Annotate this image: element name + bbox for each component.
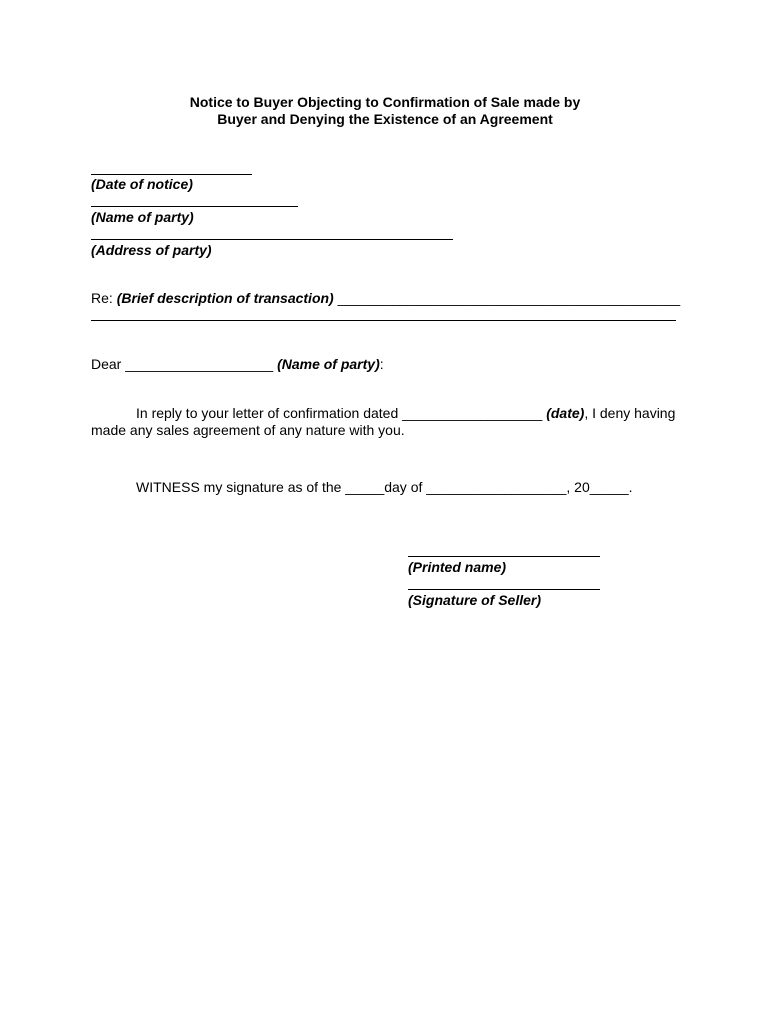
date-of-notice-label: (Date of notice) xyxy=(91,176,193,192)
signature-line[interactable] xyxy=(408,589,600,590)
re-line xyxy=(91,290,680,307)
body-line-1 xyxy=(136,405,675,422)
title-line-1: Notice to Buyer Objecting to Confirmation of Sale made by xyxy=(189,94,581,110)
body-line-1-post: , I deny having xyxy=(584,405,676,421)
salutation xyxy=(91,356,384,373)
body-line-1-pre: In reply to your letter of confirmation dated __________________ xyxy=(136,405,547,421)
date-of-notice-line[interactable] xyxy=(91,174,252,175)
body-line-2: made any sales agreement of any nature with you. xyxy=(91,422,405,438)
signature-of-seller-label: (Signature of Seller) xyxy=(408,592,542,608)
document-title xyxy=(0,94,770,128)
salutation-prefix: Dear ___________________ xyxy=(91,356,278,372)
title-line-2: Buyer and Denying the Existence of an Agreement xyxy=(217,111,553,127)
address-of-party-label: (Address of party) xyxy=(91,242,212,258)
salutation-suffix: : xyxy=(379,356,384,372)
witness-statement: WITNESS my signature as of the _____day of __________________, 20_____. xyxy=(136,479,633,495)
name-of-party-label: (Name of party) xyxy=(91,209,194,225)
re-prefix: Re: xyxy=(91,290,117,306)
name-of-party-line[interactable] xyxy=(91,206,298,207)
salutation-name-label: (Name of party) xyxy=(277,356,380,372)
address-of-party-line[interactable] xyxy=(91,239,453,240)
re-description-label: (Brief description of transaction) xyxy=(116,290,334,306)
re-continuation-line[interactable] xyxy=(91,320,676,321)
re-blank[interactable]: ____________________________________________ xyxy=(333,290,681,306)
printed-name-line[interactable] xyxy=(408,556,600,557)
body-date-label: (date) xyxy=(546,405,585,421)
printed-name-label: (Printed name) xyxy=(408,559,507,575)
